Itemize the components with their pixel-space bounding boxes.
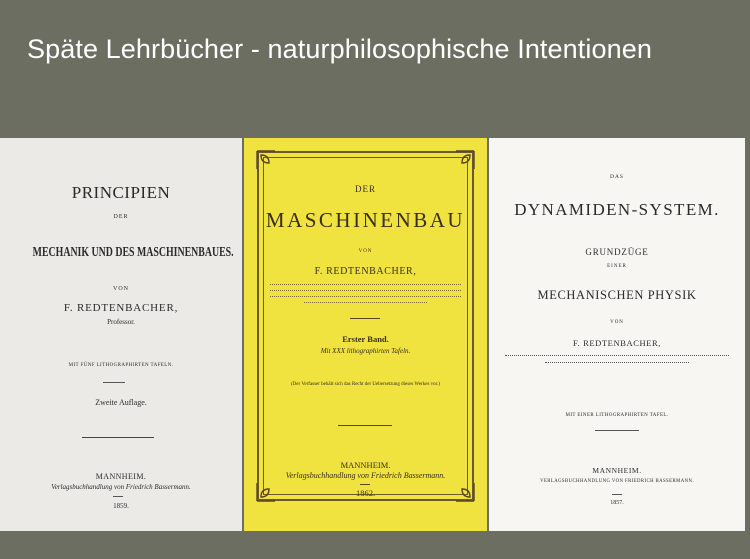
book-city: MANNHEIM. [95,472,147,481]
divider [113,496,123,497]
slide-title: Späte Lehrbücher - naturphilosophische Intentionen [27,34,652,64]
book-article: DAS [609,174,624,180]
author-credentials-rule [270,296,461,297]
divider [595,430,639,431]
book-title-page-principien [0,138,242,531]
ornament-rule [338,425,392,426]
book-edition: Zweite Auflage. [95,398,147,407]
book-title: MASCHINENBAU [265,208,466,232]
book-author: F. REDTENBACHER, [314,266,417,277]
author-credentials-rule [304,302,427,303]
author-credentials-rule [270,284,461,285]
author-credentials-rule [270,290,461,291]
book-author-role: Professor. [107,318,135,326]
divider [103,382,125,383]
book-title-page-dynamiden [489,138,745,531]
divider [350,318,380,319]
book-year: 1862. [355,488,376,498]
book-plates: MIT EINER LITHOGRAPHIRTEN TAFEL. [565,413,669,418]
book-title-page-maschinenbau [244,138,487,531]
book-publisher: Verlagsbuchhandlung von Friedrich Bassermann. [51,483,191,491]
book-title: PRINCIPIEN [71,183,171,202]
book-grundzuege: GRUNDZÜGE [585,247,649,257]
author-credentials-rule [545,362,689,363]
book-von: VON [113,286,129,292]
book-article: DER [355,184,376,194]
book-article: DER [113,214,129,220]
corner-ornament-icon [454,149,476,171]
book-einer: EINER [607,264,627,269]
book-city: MANNHEIM. [592,466,642,475]
divider [612,494,622,495]
book-plates: Mit XXX lithographirten Tafeln. [320,347,411,355]
divider [360,484,370,485]
book-von: VON [358,249,373,254]
ornament-rule [82,437,154,438]
book-author: F. REDTENBACHER, [63,302,179,314]
book-subtitle: MECHANIK UND DES MASCHINENBAUES. [32,244,234,259]
book-year: 1857. [610,500,624,506]
book-year: 1859. [113,502,129,510]
book-von: VON [610,320,624,325]
book-city: MANNHEIM. [340,460,391,470]
book-author: F. REDTENBACHER, [572,338,662,348]
book-plates: MIT FÜNF LITHOGRAPHIRTEN TAFELN. [68,363,174,368]
book-note: (Der Verfasser behält sich das Recht der Uebersetzung dieses Werkes vor.) [291,382,440,387]
book-subtitle: MECHANISCHEN PHYSIK [537,288,697,302]
book-title: DYNAMIDEN-SYSTEM. [514,200,720,219]
book-volume: Erster Band. [342,334,389,344]
book-publisher: VERLAGSBUCHHANDLUNG VON FRIEDRICH BASSERMANN. [540,479,694,484]
book-publisher: Verlagsbuchhandlung von Friedrich Bassermann. [285,471,446,480]
corner-ornament-icon [255,149,277,171]
author-credentials-rule [505,355,729,356]
